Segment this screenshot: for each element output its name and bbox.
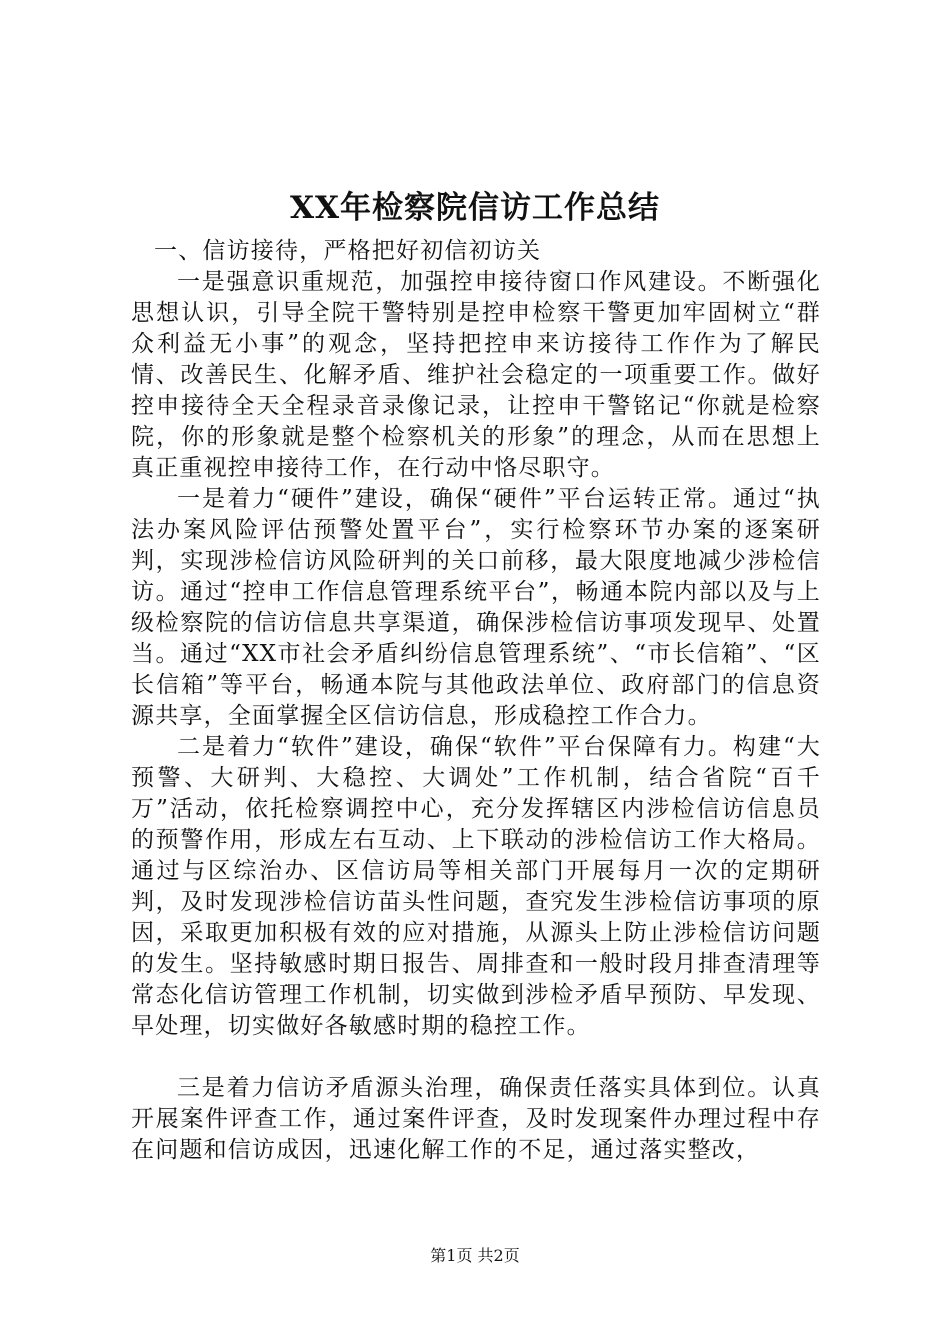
document-title: XX年检察院信访工作总结: [289, 190, 661, 226]
document-body: [131, 236, 821, 1166]
paragraph-1: 一是强意识重规范，加强控申接待窗口作风建设。不断强化思想认识，引导全院干警特别是控申检察干警更加牢固树立“群众利益无小事”的观念，坚持把控申来访接待工作作为了解民情、改善民生、化解矛盾、维护社会稳定的一项重要工作。做好控申接待全天全程录音录像记录，让控申干警铭记“你就是检察院，你的形象就是整个检察机关的形象”的理念，从而在思想上真正重视控申接待工作，在行动中恪尽职守。: [131, 269, 821, 481]
page-footer: 第1页 共2页: [430, 1246, 520, 1265]
section-heading: 一、信访接待，严格把好初信初访关: [154, 238, 542, 264]
paragraph-3: 二是着力“软件”建设，确保“软件”平台保障有力。构建“大预警、大研判、大稳控、大调处”工作机制，结合省院“百千万”活动，依托检察调控中心，充分发挥辖区内涉检信访信息员的预警作用，形成左右互动、上下联动的涉检信访工作大格局。通过与区综治办、区信访局等相关部门开展每月一次的定期研判，及时发现涉检信访苗头性问题，查究发生涉检信访事项的原因，采取更加积极有效的应对措施，从源头上防止涉检信访问题的发生。坚持敏感时期日报告、周排查和一般时段月排查清理等常态化信访管理工作机制，切实做到涉检矛盾早预防、早发现、早处理，切实做好各敏感时期的稳控工作。: [131, 734, 821, 1039]
paragraph-2: 一是着力“硬件”建设，确保“硬件”平台运转正常。通过“执法办案风险评估预警处置平台”，实行检察环节办案的逐案研判，实现涉检信访风险研判的关口前移，最大限度地减少涉检信访。通过“控申工作信息管理系统平台”，畅通本院内部以及与上级检察院的信访信息共享渠道，确保涉检信访事项发现早、处置当。通过“XX市社会矛盾纠纷信息管理系统”、“市长信箱”、“区长信箱”等平台，畅通本院与其他政法单位、政府部门的信息资源共享，全面掌握全区信访信息，形成稳控工作合力。: [131, 486, 821, 729]
paragraph-4: 三是着力信访矛盾源头治理，确保责任落实具体到位。认真开展案件评查工作，通过案件评查，及时发现案件办理过程中存在问题和信访成因，迅速化解工作的不足，通过落实整改，: [131, 1075, 821, 1163]
